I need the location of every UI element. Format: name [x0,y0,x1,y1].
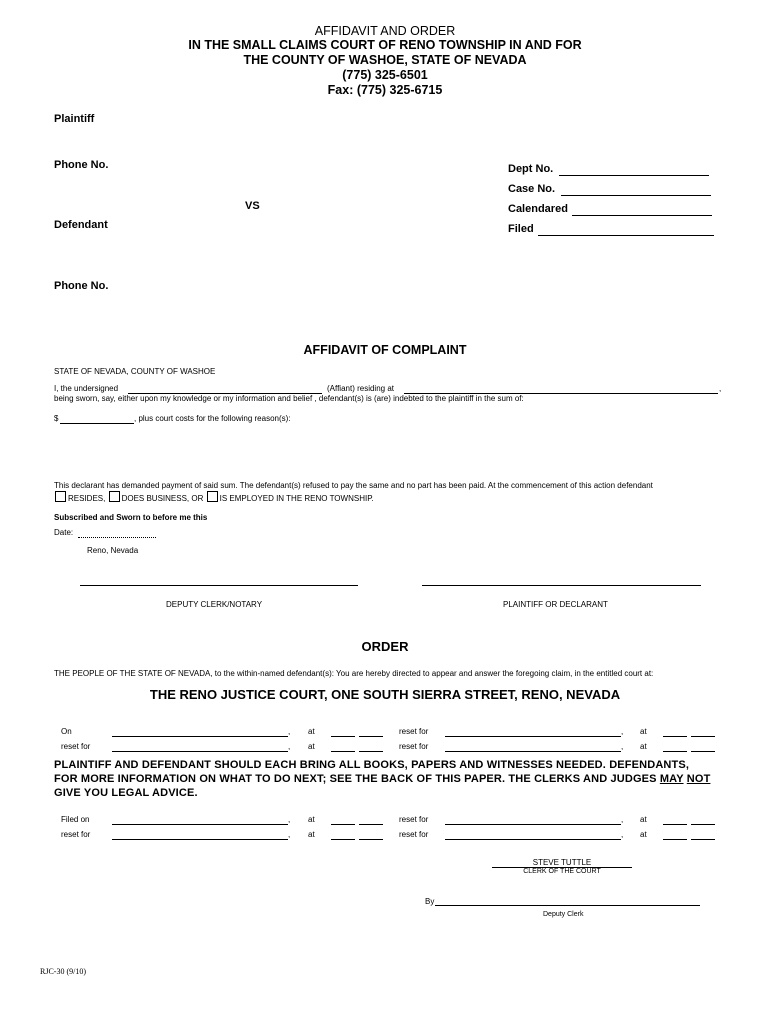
time-ampm-field[interactable] [691,751,715,752]
comma: , [621,727,624,736]
time-hour-field[interactable] [663,736,687,737]
time-hour-field[interactable] [331,839,355,840]
reset-for-label-2: reset for [61,830,91,839]
date-field-reset-2[interactable] [112,839,288,840]
filed-on-label: Filed on [61,815,90,824]
court-address: THE RENO JUSTICE COURT, ONE SOUTH SIERRA STREET, RENO, NEVADA [149,687,621,702]
reset-date-field[interactable] [445,839,621,840]
notice-line-3: GIVE YOU LEGAL ADVICE. [54,787,198,799]
comma: , [288,742,291,751]
notice-line-1: PLAINTIFF AND DEFENDANT SHOULD EACH BRING ALL BOOKS, PAPERS AND WITNESSES NEEDED. DEFENDANTS, [54,759,690,771]
deputy-clerk-label: Deputy Clerk [543,911,584,918]
time-hour-field[interactable] [331,824,355,825]
dept-field[interactable] [559,175,709,176]
resides-label: RESIDES, [68,494,106,503]
subscribed-label: Subscribed and Sworn to before me this [54,513,208,522]
comma: , [621,815,624,824]
filed-field[interactable] [538,235,714,236]
may-text: MAY [659,773,684,785]
employed-checkbox[interactable] [207,491,218,502]
comma: , [621,830,624,839]
time-ampm-field[interactable] [359,839,383,840]
at-label: at [640,815,647,824]
form-title: AFFIDAVIT AND ORDER [314,24,456,38]
vs-label: VS [245,200,260,212]
defendant-label: Defendant [54,219,108,231]
time-hour-field[interactable] [663,839,687,840]
date-label: Date: [54,528,74,537]
order-title: ORDER [361,639,409,654]
at-label: at [308,727,315,736]
dollar-sign: $ [54,414,59,423]
time-ampm-field[interactable] [691,736,715,737]
county-line: THE COUNTY OF WASHOE, STATE OF NEVADA [243,53,527,67]
deputy-clerk-notary-label: DEPUTY CLERK/NOTARY [166,600,263,609]
time-hour-field[interactable] [663,824,687,825]
plaintiff-label: Plaintiff [54,113,95,125]
notice-text: FOR MORE INFORMATION ON WHAT TO DO NEXT; SEE THE BACK OF THIS PAPER. THE CLERKS AND JUDGES [54,773,657,785]
phone-number: (775) 325-6501 [342,68,428,82]
form-code: RJC-30 (9/10) [40,967,86,976]
notary-signature-line[interactable] [80,585,358,586]
sworn-text: being sworn, say, either upon my knowledge or my information and belief , defendant(s) is (are) indebted to the plaintiff in the sum of: [54,394,524,403]
reset-for-label-1: reset for [61,742,91,751]
reno-nevada: Reno, Nevada [87,546,139,555]
date-field[interactable] [78,537,156,538]
not-text: NOT [686,773,711,785]
dept-label: Dept No. [508,163,554,175]
filed-label: Filed [508,223,534,235]
date-field-reset-1[interactable] [112,751,288,752]
time-ampm-field[interactable] [359,736,383,737]
residence-options [54,491,374,503]
at-label: at [308,830,315,839]
time-ampm-field[interactable] [359,751,383,752]
comma: , [288,727,291,736]
clerk-name: STEVE TUTTLE [532,858,592,867]
reset-for-label: reset for [399,742,429,751]
case-label: Case No. [508,183,556,195]
comma: , [621,742,624,751]
at-label: at [308,815,315,824]
plaintiff-declarant-label: PLAINTIFF OR DECLARANT [503,600,608,609]
reset-for-label: reset for [399,830,429,839]
case-field[interactable] [561,195,711,196]
time-ampm-field[interactable] [691,839,715,840]
time-hour-field[interactable] [331,736,355,737]
employed-label: IS EMPLOYED IN THE RENO TOWNSHIP. [219,494,374,503]
costs-text: , plus court costs for the following reason(s): [134,414,291,423]
plaintiff-signature-line[interactable] [422,585,701,586]
court-name-line: IN THE SMALL CLAIMS COURT OF RENO TOWNSHIP IN AND FOR [188,38,582,52]
resides-checkbox[interactable] [55,491,66,502]
comma-text: , [719,384,722,393]
at-label: at [640,742,647,751]
by-label: By [425,897,435,906]
comma: , [288,830,291,839]
defendant-phone-label: Phone No. [54,280,109,292]
time-ampm-field[interactable] [359,824,383,825]
clerk-title: CLERK OF THE COURT [523,868,601,875]
reset-for-label: reset for [399,815,429,824]
time-hour-field[interactable] [663,751,687,752]
demanded-text: This declarant has demanded payment of said sum. The defendant(s) refused to pay the same and no part has been paid. At the commencement of this action defendant [54,481,653,490]
does-business-label: DOES BUSINESS, OR [121,494,204,503]
at-label: at [308,742,315,751]
calendared-field[interactable] [572,215,712,216]
affidavit-title: AFFIDAVIT OF COMPLAINT [303,343,467,357]
time-ampm-field[interactable] [691,824,715,825]
plaintiff-phone-label: Phone No. [54,159,109,171]
undersigned-label: I, the undersigned [54,384,119,393]
people-text: THE PEOPLE OF THE STATE OF NEVADA, to the within-named defendant(s): You are hereby directed to appear and answer the foregoing claim, in the entitled court at: [54,669,654,678]
on-label: On [61,727,72,736]
deputy-clerk-signature-field[interactable] [435,905,700,906]
date-field-filed-on[interactable] [112,824,288,825]
calendared-label: Calendared [508,203,568,215]
does-business-checkbox[interactable] [109,491,120,502]
time-hour-field[interactable] [331,751,355,752]
reset-date-field[interactable] [445,751,621,752]
date-field-on[interactable] [112,736,288,737]
at-label: at [640,727,647,736]
comma: , [288,815,291,824]
amount-field[interactable] [60,423,134,424]
notice-line-2 [54,773,710,785]
affiant-label: (Affiant) residing at [327,384,394,393]
fax-number: Fax: (775) 325-6715 [327,83,443,97]
reset-date-field[interactable] [445,736,621,737]
reset-for-label: reset for [399,727,429,736]
state-line: STATE OF NEVADA, COUNTY OF WASHOE [54,367,216,376]
reset-date-field[interactable] [445,824,621,825]
at-label: at [640,830,647,839]
